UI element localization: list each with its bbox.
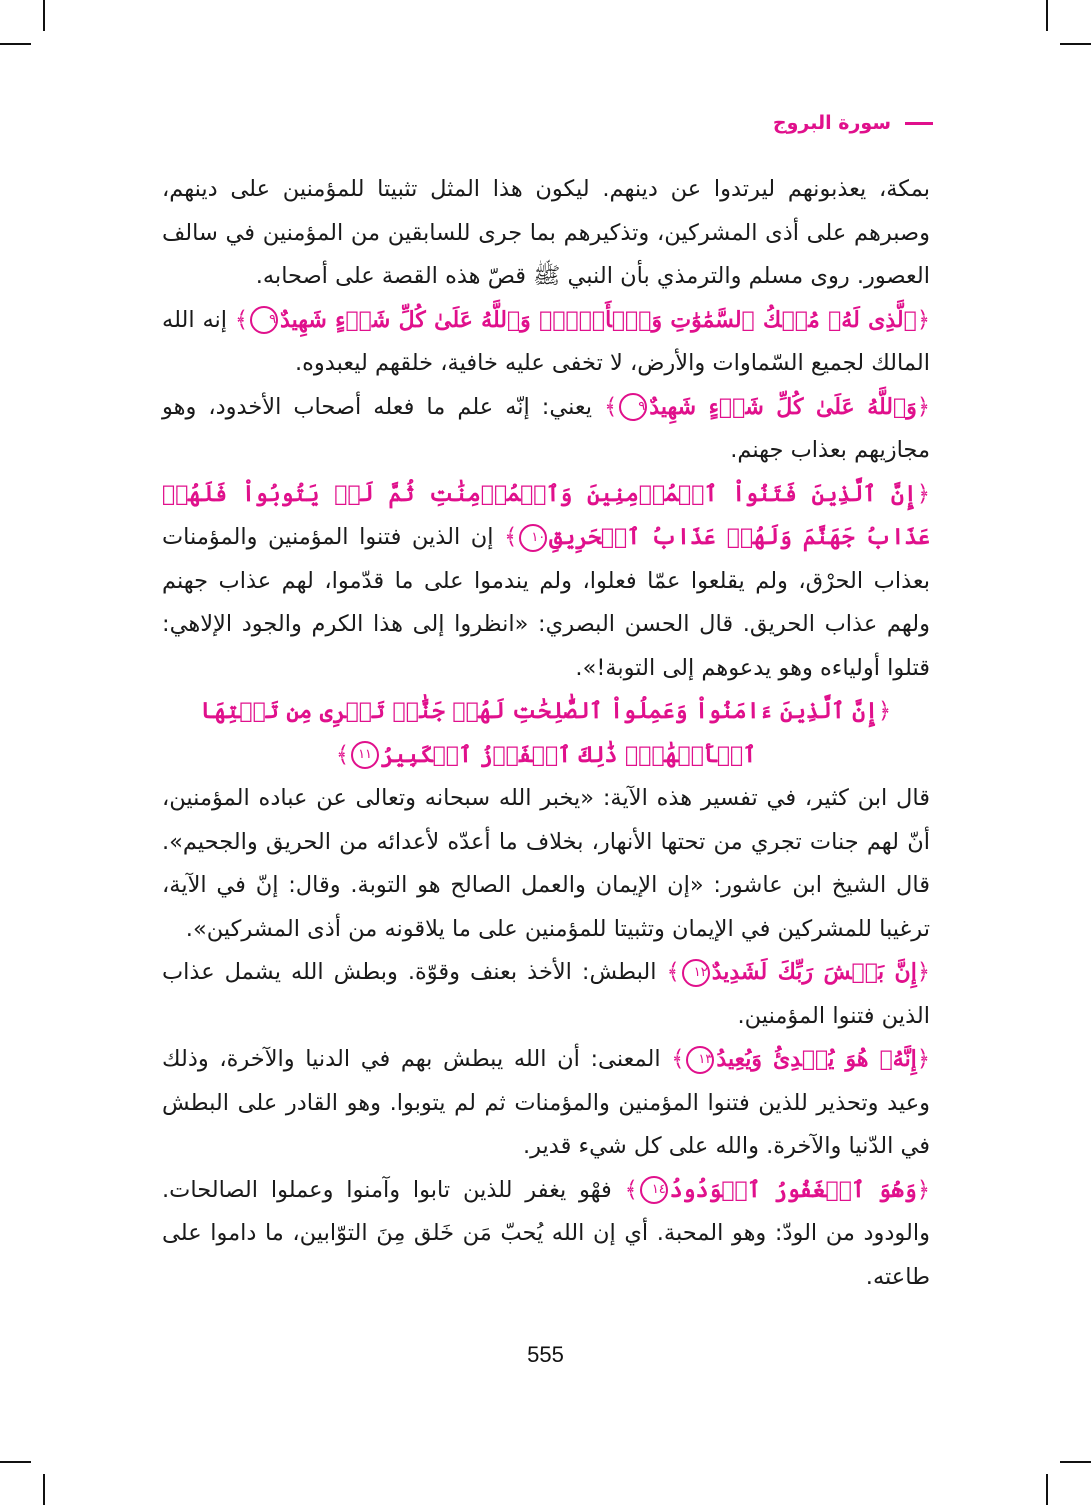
commentary-paragraph	[162, 777, 930, 951]
verse-number-medallion: ٩	[619, 393, 647, 421]
verse-number-medallion: ١٤	[640, 1176, 668, 1204]
crop-mark	[0, 1461, 31, 1463]
verse-close-bracket: ﴾	[234, 306, 249, 333]
quran-verse: إِنَّ بَطۡشَ رَبِّكَ لَشَدِيدٌ	[711, 959, 917, 985]
crop-mark	[0, 43, 31, 45]
verse-close-bracket: ﴾	[335, 741, 350, 768]
verse-commentary-paragraph	[162, 951, 930, 1038]
verse-open-bracket: ﴿	[916, 959, 930, 985]
commentary-text: فهْو يغفر للذين تابوا وآمنوا وعملوا الصالحات. والودود من الودّ: وهو المحبة. أي إن الله يُحبّ مَن خَلق مِنَ التوّابين، ما داموا على طاعته.	[162, 1176, 930, 1290]
verse-open-bracket: ﴿	[916, 1176, 930, 1203]
commentary-text: قال ابن كثير، في تفسير هذه الآية: «يخبر الله سبحانه وتعالى عن عباده المؤمنين، أنّ لهم جنات تجري من تحتها الأنهار، بخلاف ما أعدّه لأعدائه من الحريق والجحيم». قال الشيخ ابن عاشور: «إن الإيمان والعمل الصالح هو التوبة. وقال: إنّ في الآية، ترغيبا للمشركين في الإيمان وتثبيتا للمؤمنين على ما يلاقونه من أذى المشركين».	[162, 785, 930, 942]
page-body	[162, 168, 930, 1299]
crop-mark	[1046, 0, 1048, 31]
commentary-text: إن الذين فتنوا المؤمنين والمؤمنات بعذاب الحرْق، ولم يقلعوا عمّا فعلوا، ولم يندموا على ما قدّموا، لهم عذاب جهنم ولهم عذاب الحريق. قال الحسن البصري: «انظروا إلى هذا الكرم والجود الإلاهي: قتلوا أولياءه وهو يدعوهم إلى التوبة!».	[162, 524, 930, 681]
commentary-text: إنه الله المالك لجميع السّماوات والأرض، لا تخفى عليه خافية، خلقهم ليعبدوه.	[162, 306, 930, 376]
crop-mark	[43, 1474, 45, 1505]
verse-commentary-paragraph	[162, 1038, 930, 1169]
verse-commentary-paragraph	[162, 473, 930, 691]
header-rule	[905, 122, 933, 125]
verse-open-bracket: ﴿	[878, 698, 892, 724]
running-header	[773, 112, 933, 134]
commentary-text: المعنى: أن الله يبطش بهم في الدنيا والآخرة، وذلك وعيد وتحذير للذين فتنوا المؤمنين والمؤمنات ثم لم يتوبوا. وهو القادر على البطش في الدّنيا والآخرة. والله على كل شيء قدير.	[162, 1046, 930, 1159]
quran-verse: إِنَّ ٱلَّذِينَ فَتَنُواْ ٱلۡمُؤۡمِنِينَ وَٱلۡمُؤۡمِنَٰتِ ثُمَّ لَمۡ يَتُوبُواْ فَلَهُمۡ عَذَابُ جَهَنَّمَ وَلَهُمۡ عَذَابُ ٱلۡحَرِيقِ	[162, 480, 930, 550]
verse-commentary-paragraph	[162, 1169, 930, 1300]
crop-mark	[1060, 1461, 1091, 1463]
verse-open-bracket: ﴿	[916, 306, 930, 333]
commentary-text: بمكة، يعذبونهم ليرتدوا عن دينهم. ليكون هذا المثل تثبيتا للمؤمنين على دينهم، وصبرهم على أذى المشركين، وتذكيرهم بما جرى للسابقين من المؤمنين في سالف العصور. روى مسلم والترمذي بأن النبي ﷺ قصّ هذه القصة على أصحابه.	[162, 176, 930, 289]
crop-mark	[43, 0, 45, 31]
verse-open-bracket: ﴿	[916, 480, 930, 507]
verse-open-bracket: ﴿	[916, 393, 931, 420]
quran-verse: إِنَّهُۥ هُوَ يُبۡدِئُ وَيُعِيدُ	[716, 1046, 917, 1072]
verse-commentary-paragraph	[162, 386, 930, 473]
verse-number-medallion: ١٣	[686, 1046, 714, 1074]
verse-commentary-paragraph	[162, 690, 930, 777]
quran-verse: وَٱللَّهُ عَلَىٰ كُلِّ شَىۡءٍ شَهِيدٌ	[649, 393, 917, 420]
verse-number-medallion: ١٢	[682, 959, 710, 987]
verse-close-bracket: ﴾	[604, 393, 618, 420]
verse-number-medallion: ٩	[250, 306, 278, 334]
verse-close-bracket: ﴾	[671, 1046, 685, 1072]
quran-verse: إِنَّ ٱلَّذِينَ ءَامَنُواْ وَعَمِلُواْ ٱلصَّٰلِحَٰتِ لَهُمۡ جَنَّٰتٞ تَجۡرِى مِن تَحۡتِهَا ٱلۡأَنۡهَٰرُۚ ذَٰلِكَ ٱلۡفَوۡزُ ٱلۡكَبِيرُ	[200, 698, 879, 768]
crop-mark	[1046, 1474, 1048, 1505]
verse-close-bracket: ﴾	[504, 524, 518, 550]
commentary-text: البطش: الأخذ بعنف وقوّة. وبطش الله يشمل عذاب الذين فتنوا المؤمنين.	[162, 959, 930, 1029]
quran-verse: ٱلَّذِى لَهُۥ مُلۡكُ ٱلسَّمَٰوَٰتِ وَٱلۡأَرۡضِۚ وَٱللَّهُ عَلَىٰ كُلِّ شَىۡءٍ شَهِيدٌ	[280, 306, 917, 333]
crop-mark	[1060, 43, 1091, 45]
verse-number-medallion: ١٠	[519, 524, 547, 552]
verse-close-bracket: ﴾	[666, 959, 680, 985]
verse-number-medallion: ١١	[351, 741, 379, 769]
commentary-paragraph	[162, 168, 930, 299]
verse-commentary-paragraph	[162, 299, 930, 386]
page-number: 555	[527, 1342, 564, 1367]
surah-title: سورة البروج	[772, 112, 891, 134]
quran-verse: وَهُوَ ٱلۡغَفُورُ ٱلۡوَدُودُ	[669, 1176, 917, 1203]
verse-open-bracket: ﴿	[916, 1046, 930, 1072]
verse-close-bracket: ﴾	[624, 1176, 638, 1203]
commentary-text: يعني: إنّه علم ما فعله أصحاب الأخدود، وهو مجازيهم بعذاب جهنم.	[162, 393, 930, 463]
